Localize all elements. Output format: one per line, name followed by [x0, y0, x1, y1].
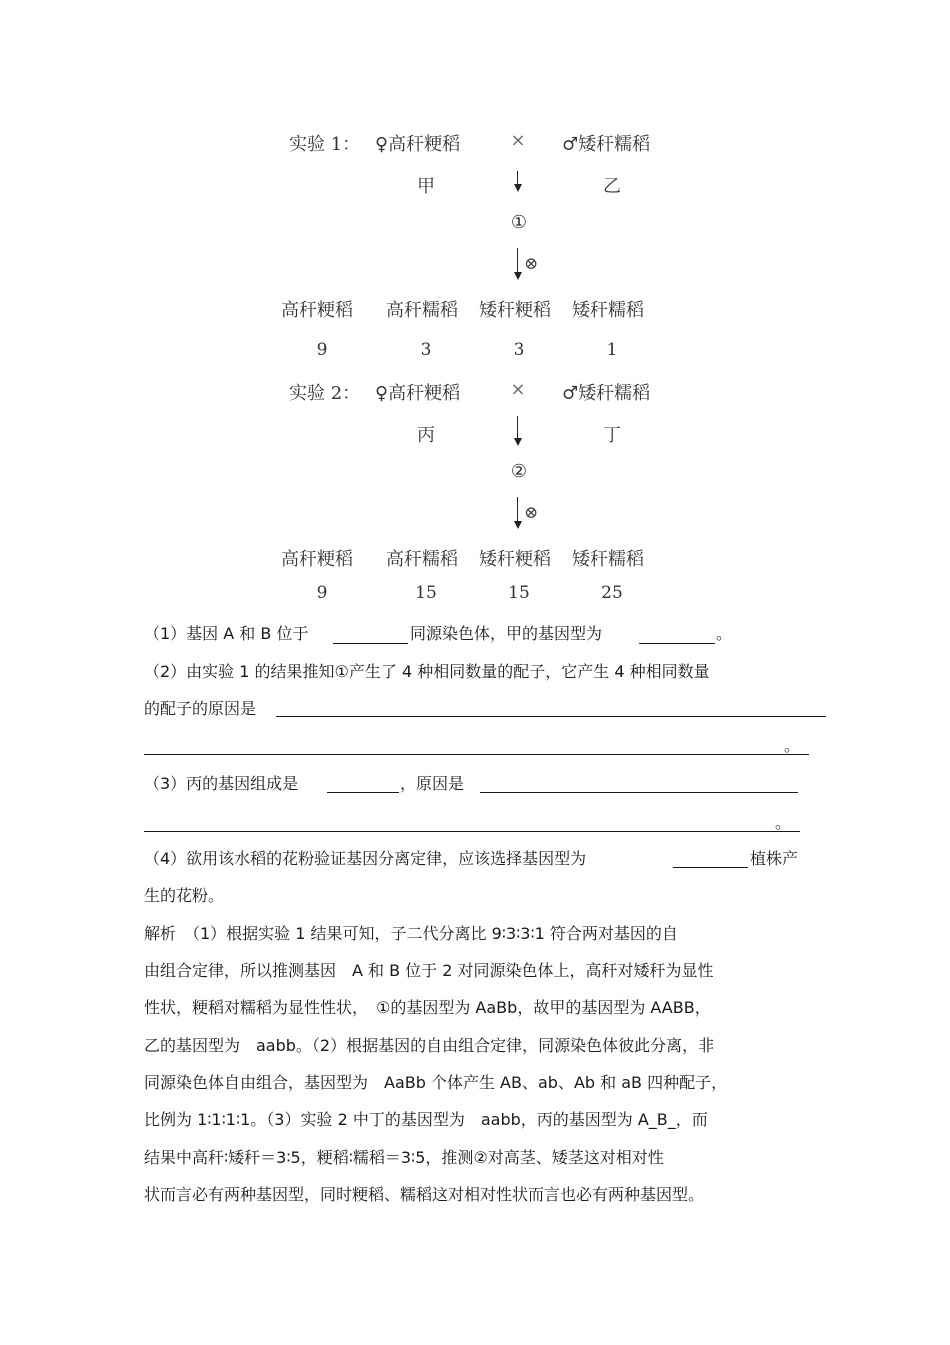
f1-marker-1: ① — [510, 212, 528, 233]
answer-blank[interactable] — [673, 867, 748, 868]
experiment2-female-parent: ♀高秆粳稻 — [375, 383, 461, 404]
phenotype-1: 高秆粳稻 — [281, 300, 353, 321]
question-1-end: 。 — [716, 624, 733, 643]
answer-blank[interactable] — [327, 792, 399, 793]
question-2-text: （2）由实验 1 的结果推知①产生了 4 种相同数量的配子，它产生 4 种相同数量 — [144, 662, 710, 681]
count-1: 9 — [316, 340, 328, 360]
phenotype-2: 高秆糯稻 — [386, 549, 458, 570]
count-3: 3 — [513, 340, 525, 360]
parent-yi: 乙 — [603, 176, 621, 197]
question-1-text: （1）基因 A 和 B 位于 — [144, 624, 309, 643]
phenotype-4: 矮秆糯稻 — [572, 549, 644, 570]
answer-blank[interactable] — [480, 792, 798, 793]
selfing-symbol: ⊗ — [524, 503, 539, 523]
analysis-line: 解析 （1）根据实验 1 结果可知，子二代分离比 9∶3∶3∶1 符合两对基因的自 — [144, 924, 678, 943]
question-4-text: 生的花粉。 — [144, 886, 225, 905]
phenotype-3: 矮秆粳稻 — [479, 549, 551, 570]
analysis-line: 性状，粳稻对糯稻为显性性状， ①的基因型为 AaBb，故甲的基因型为 AABB， — [144, 998, 711, 1017]
question-4-text: （4）欲用该水稻的花粉验证基因分离定律，应该选择基因型为 — [144, 849, 587, 868]
phenotype-3: 矮秆粳稻 — [479, 300, 551, 321]
answer-blank[interactable] — [276, 716, 826, 717]
question-2-end: 。 — [784, 736, 801, 755]
question-3-text: （3）丙的基因组成是 — [144, 774, 299, 793]
phenotype-2: 高秆糯稻 — [386, 300, 458, 321]
count-1: 9 — [316, 583, 328, 603]
answer-blank[interactable] — [639, 643, 715, 644]
count-3: 15 — [508, 583, 530, 603]
answer-blank[interactable] — [144, 831, 800, 832]
cross-symbol: × — [510, 379, 526, 400]
question-3-text: ，原因是 — [400, 774, 465, 793]
experiment1-female-parent: ♀高秆粳稻 — [375, 134, 461, 155]
count-2: 15 — [415, 583, 437, 603]
parent-ding: 丁 — [603, 425, 621, 446]
parent-bing: 丙 — [417, 425, 435, 446]
analysis-line: 结果中高秆∶矮秆＝3∶5，粳稻∶糯稻＝3∶5，推测②对高茎、矮茎这对相对性 — [144, 1148, 664, 1167]
experiment2-male-parent: ♂矮秆糯稻 — [562, 383, 651, 404]
analysis-line: 比例为 1∶1∶1∶1。（3）实验 2 中丁的基因型为 aabb，丙的基因型为 A_B_，而 — [144, 1110, 708, 1129]
answer-blank[interactable] — [333, 643, 408, 644]
question-4-text: 植株产 — [750, 849, 799, 868]
count-4: 25 — [601, 583, 623, 603]
experiment1-label: 实验 1： — [289, 134, 361, 155]
analysis-line: 状而言必有两种基因型，同时粳稻、糯稻这对相对性状而言也必有两种基因型。 — [144, 1185, 705, 1204]
analysis-line: 由组合定律，所以推测基因 A 和 B 位于 2 对同源染色体上，高秆对矮秆为显性 — [144, 961, 714, 980]
count-2: 3 — [420, 340, 432, 360]
question-3-end: 。 — [775, 813, 792, 832]
question-2-text: 的配子的原因是 — [144, 699, 257, 718]
answer-blank[interactable] — [144, 754, 809, 755]
phenotype-4: 矮秆糯稻 — [572, 300, 644, 321]
question-1-text: 同源染色体，甲的基因型为 — [410, 624, 603, 643]
count-4: 1 — [606, 340, 618, 360]
cross-symbol: × — [510, 130, 526, 151]
experiment1-male-parent: ♂矮秆糯稻 — [562, 134, 651, 155]
analysis-line: 乙的基因型为 aabb。（2）根据基因的自由组合定律，同源染色体彼此分离，非 — [144, 1036, 715, 1055]
selfing-symbol: ⊗ — [524, 254, 539, 274]
f1-marker-2: ② — [510, 461, 528, 482]
experiment2-label: 实验 2： — [289, 383, 361, 404]
parent-jia: 甲 — [417, 176, 435, 197]
phenotype-1: 高秆粳稻 — [281, 549, 353, 570]
analysis-line: 同源染色体自由组合，基因型为 AaBb 个体产生 AB、ab、Ab 和 aB 四种配子， — [144, 1073, 728, 1092]
